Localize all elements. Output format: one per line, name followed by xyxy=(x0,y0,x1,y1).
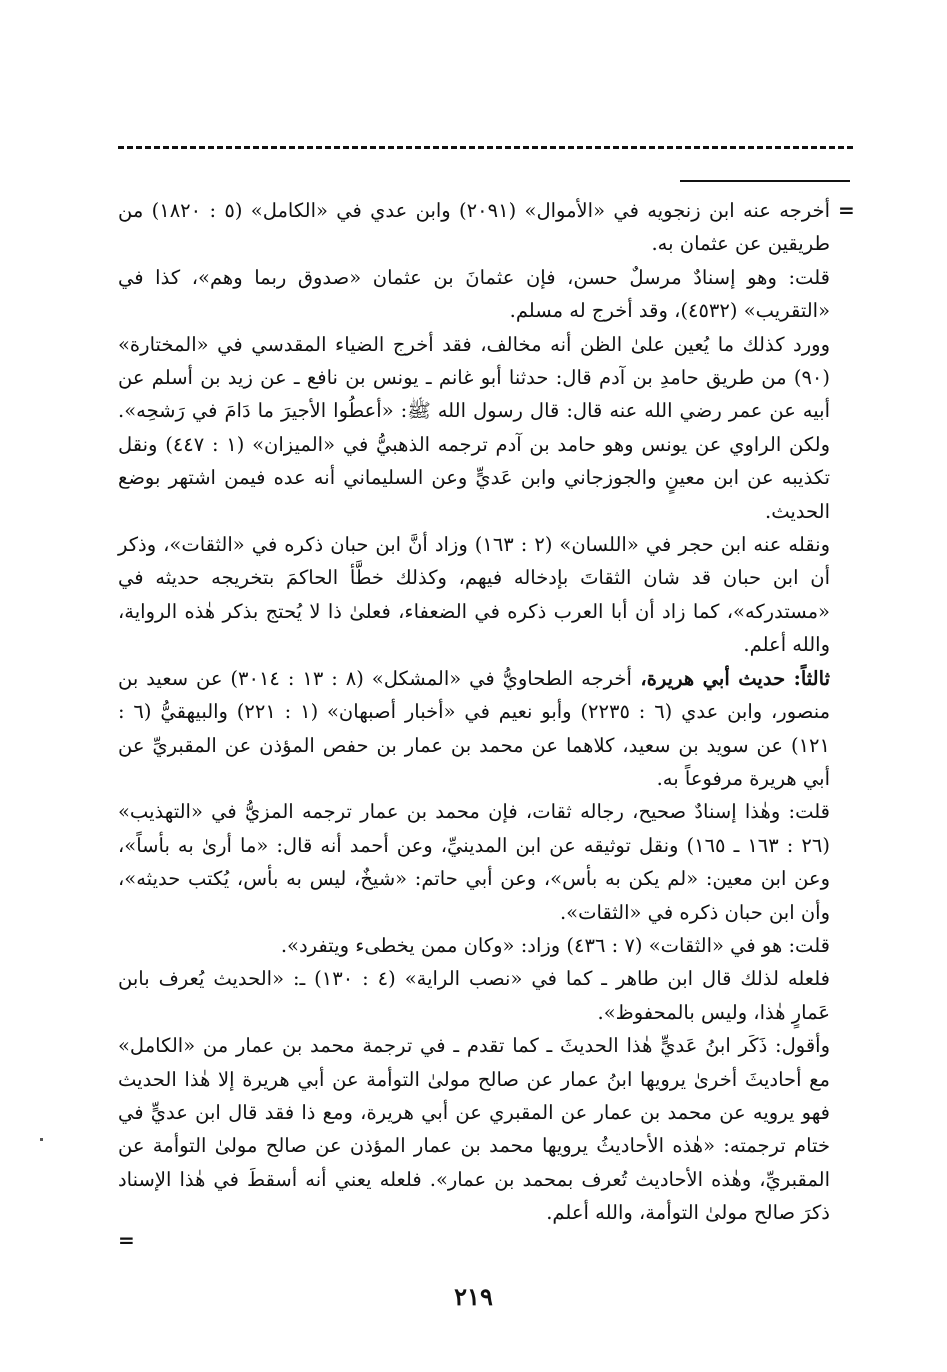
page-number: ٢١٩ xyxy=(454,1282,493,1311)
paragraph-7 xyxy=(118,929,830,962)
paragraph-text: وأقول: ذَكَر ابنُ عَديٍّ هٰذا الحديثَ ـ كما تقدم ـ في ترجمة محمد بن عمار من «الكامل» مع أحاديثَ أخرىٰ يرويها ابنُ عمار عن صالح مولىٰ التوأمة عن أبي هريرة إلا هٰذا الحديث فهو يرويه عن محمد بن عمار عن المقبري عن أبي هريرة، ومع ذا فقد قال ابن عديٍّ في ختام ترجمته: «هٰذه الأحاديثُ يرويها محمد بن عمار المؤذن عن صالح مولىٰ التوأمة عن المقبريِّ، وهٰذه الأحاديث تُعرف بمحمد بن عمار». فلعله يعني أنه أسقطَ في هٰذا الإسناد ذكرَ صالح مولىٰ التوأمة، والله أعلم. xyxy=(118,1034,830,1225)
paragraph-6 xyxy=(118,795,830,929)
paragraph-1 xyxy=(118,194,830,261)
paragraph-3 xyxy=(118,328,830,528)
paragraph-2 xyxy=(118,261,830,328)
paragraph-4 xyxy=(118,528,830,662)
paragraph-text: وورد كذلك ما يُعين علىٰ الظن أنه مخالف، فقد أخرج الضياء المقدسي في «المختارة» (٩٠) من طريق حامدِ بن آدم قال: حدثنا أبو غانم ـ يونس بن نافع ـ عن زيد بن أسلم عن أبيه عن عمر رضي الله عنه قال: قال رسول الله ﷺ: «أعطُوا الأجيرَ ما دَامَ في رَشحِه». ولكن الراوي عن يونس وهو حامد بن آدم ترجمه الذهبيُّ في «الميزان» (١ : ٤٤٧) ونقل تكذيبه عن ابن معينٍ والجوزجاني وابن عَديٍّ وعن السليماني أنه عده فيمن اشتهر بوضع الحديث. xyxy=(118,332,830,523)
paragraph-lead: ثالثاً: حديث أبي هريرة، xyxy=(631,666,830,690)
continuation-marker-top: = xyxy=(838,198,855,222)
paragraph-5 xyxy=(118,662,830,796)
paragraph-text: قلت: هو في «الثقات» (٧ : ٤٣٦) وزاد: «وكان ممن يخطىء ويتفرد». xyxy=(280,933,830,957)
continuation-marker-bottom: = xyxy=(118,1228,135,1252)
paragraph-text: قلت: وهٰذا إسنادٌ صحيح، رجاله ثقات، فإن محمد بن عمار ترجمه المزيُّ في «التهذيب» (٢٦ : ١٦٣ ـ ١٦٥) ونقل توثيقه عن ابن المدينيِّ، وعن أحمد أنه قال: «ما أرىٰ به بأساً»، وعن ابن معين: «لم يكن به بأس»، وعن أبي حاتم: «شيخٌ، ليس به بأس، يُكتب حديثه»، وأن ابن حبان ذكره في «الثقات». xyxy=(118,800,830,924)
paragraph-9 xyxy=(118,1029,830,1229)
footnote-separator xyxy=(680,180,850,182)
paragraph-text: أخرجه عنه ابن زنجويه في «الأموال» (٢٠٩١) وابن عدي في «الكامل» (٥ : ١٨٢٠) من طريقين عن عثمان به. xyxy=(118,199,831,256)
paragraph-text: أخرجه الطحاويُّ في «المشكل» (٨ : ١٣ : ٣٠١٤) عن سعيد بن منصور، وابن عدي (٦ : ٢٢٣٥) وأبو نعيم في «أخبار أصبهان» (١ : ٢٢١) والبيهقيُّ (٦ : ١٢١) عن سويد بن سعيد، كلاهما عن محمد بن عمار بن حفص المؤذن عن المقبريِّ عن أبي هريرة مرفوعاً به. xyxy=(118,666,831,790)
paragraph-text: فلعله لذلك قال ابن طاهر ـ كما في «نصب الراية» (٤ : ١٣٠) ـ: «الحديث يُعرف بابن عَمارٍ هٰذا، وليس بالمحفوظ». xyxy=(118,967,830,1024)
paragraph-text: ونقله عنه ابن حجر في «اللسان» (٢ : ١٦٣) وزاد أنَّ ابن حبان ذكره في «الثقات»، وذكر أن ابن حبان قد شان الثقاتَ بإدخاله فيهم، وكذلك خطَّأ الحاكمَ بتخريجه حديثه في «مستدركه»، كما زاد أن أبا العرب ذكره في الضعفاء، فعلىٰ ذا لا يُحتج بذكر هٰذه الرواية، والله أعلم. xyxy=(118,533,830,657)
scan-speck xyxy=(40,1138,43,1141)
paragraph-8 xyxy=(118,962,830,1029)
footnote-body xyxy=(118,194,830,1230)
paragraph-text: قلت: وهو إسنادٌ مرسلٌ حسن، فإن عثمانَ بن عثمان «صدوق ربما وهم»، كذا في «التقريب» (٤٥٣٢)، وقد أخرج له مسلم. xyxy=(118,265,830,323)
top-dashed-rule xyxy=(118,146,853,149)
